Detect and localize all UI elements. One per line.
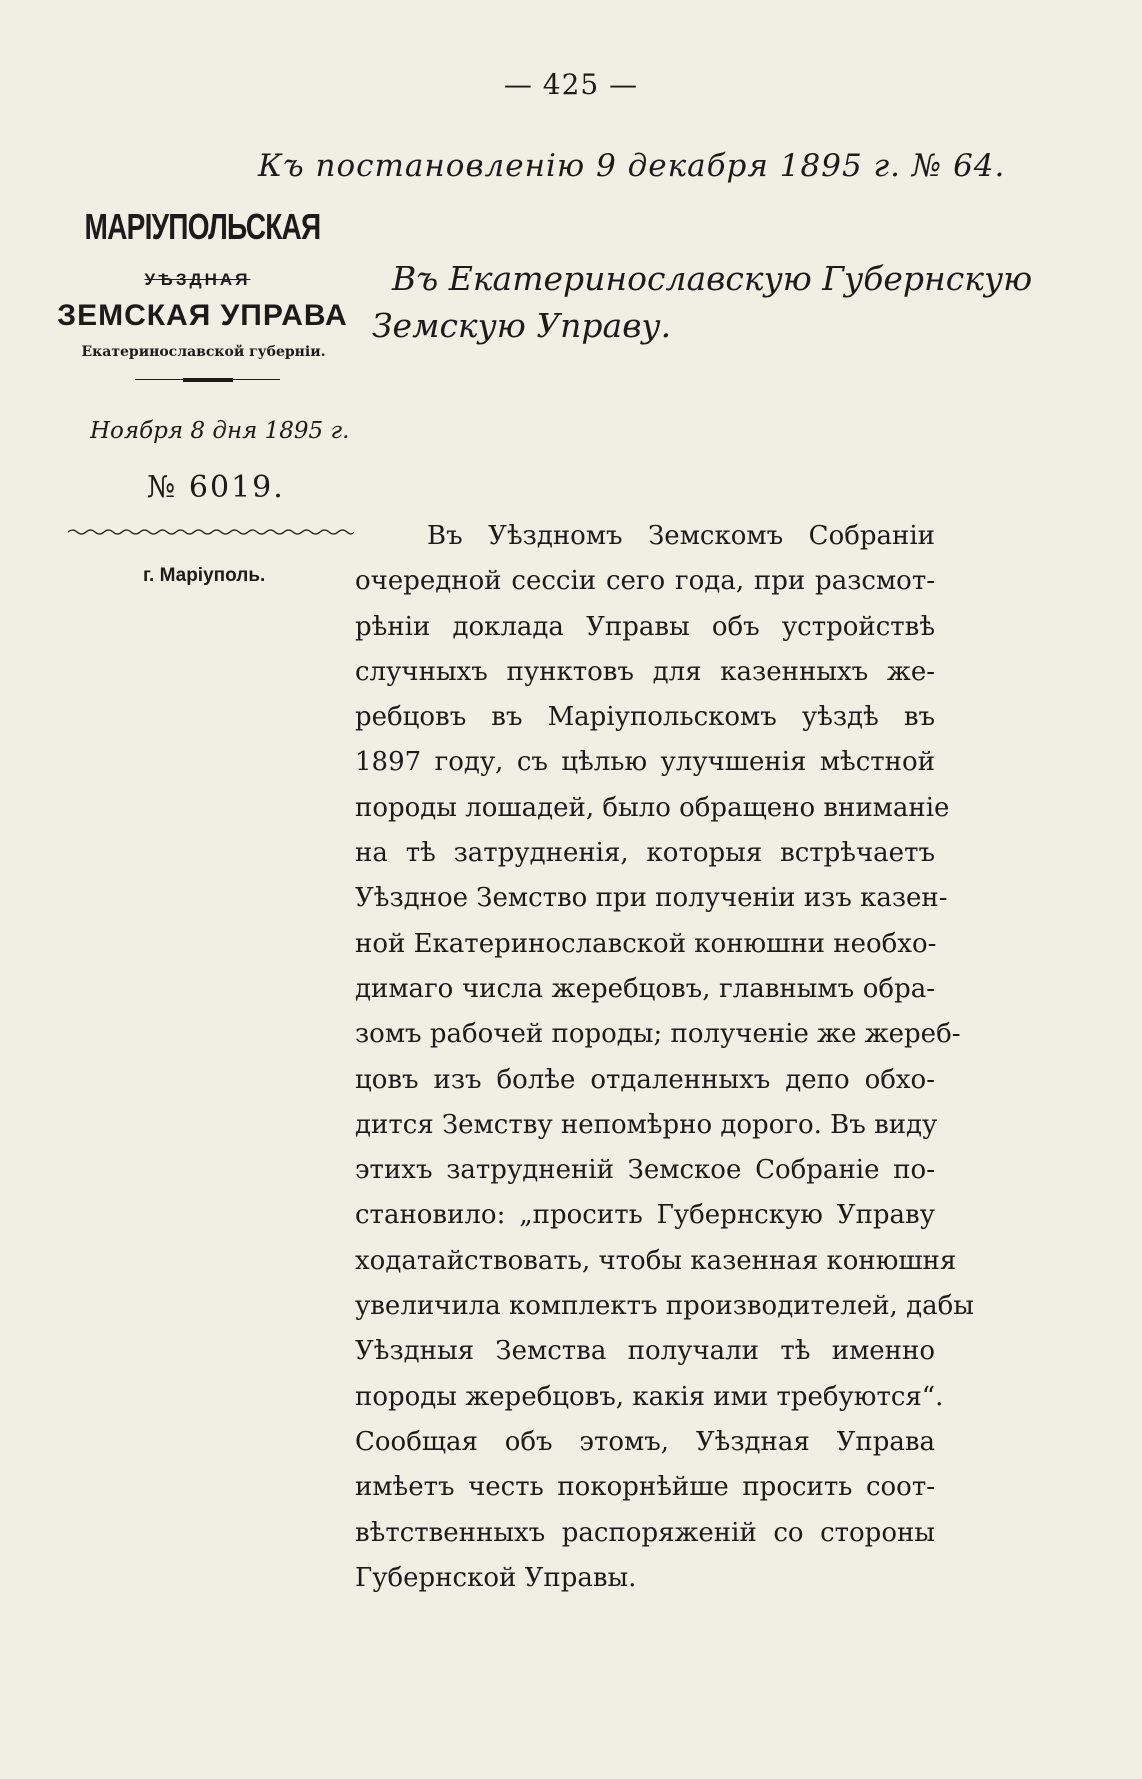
body-line: ходатайствовать, чтобы казенная конюшня bbox=[355, 1245, 957, 1276]
sender-org-district: УѢЗДНАЯ bbox=[144, 270, 251, 289]
body-line: породы лошадей, было обращено вниманіе bbox=[355, 792, 950, 823]
page-number: — 425 — bbox=[503, 68, 639, 101]
document-number: № 6019. bbox=[147, 470, 285, 505]
sender-date: Ноября 8 дня 1895 г. bbox=[90, 418, 350, 444]
body-line: цовъ изъ болѣе отдаленныхъ депо обхо- bbox=[355, 1064, 935, 1095]
addressee-line-1: Въ Екатеринославскую Губернскую bbox=[392, 259, 1033, 298]
body-line: рѣніи доклада Управы объ устройствѣ bbox=[355, 611, 935, 642]
reference-line: Къ постановленію 9 декабря 1895 г. № 64. bbox=[258, 148, 1006, 184]
addressee bbox=[372, 255, 1032, 349]
body-line: Уѣздныя Земства получали тѣ именно bbox=[355, 1336, 935, 1367]
sender-org-province: Екатеринославской губерніи. bbox=[81, 344, 326, 360]
ornament-divider bbox=[135, 377, 280, 383]
wavy-divider bbox=[68, 527, 354, 537]
body-line: ной Екатеринославской конюшни необхо- bbox=[355, 928, 937, 959]
body-line: димаго числа жеребцовъ, главнымъ обра- bbox=[355, 973, 935, 1004]
body-line: становило: „просить Губернскую Управу bbox=[355, 1200, 935, 1231]
body-line: увеличила комплектъ производителей, дабы bbox=[355, 1291, 974, 1322]
body-line: на тѣ затрудненія, которыя встрѣчаетъ bbox=[355, 838, 935, 869]
body-line: Губернской Управы. bbox=[355, 1562, 637, 1593]
body-line: 1897 году, съ цѣлью улучшенія мѣстной bbox=[355, 747, 935, 778]
body-line: имѣетъ честь покорнѣйше просить соот- bbox=[355, 1472, 935, 1503]
addressee-line-2: Земскую Управу. bbox=[372, 306, 672, 345]
sender-block bbox=[57, 205, 355, 383]
body-line: Сообщая объ этомъ, Уѣздная Управа bbox=[355, 1426, 935, 1457]
body-line: случныхъ пунктовъ для казенныхъ же- bbox=[355, 656, 935, 687]
body-line: вѣтственныхъ распоряженій со стороны bbox=[355, 1517, 935, 1548]
body-line: Въ Уѣздномъ Земскомъ Собраніи bbox=[427, 521, 935, 551]
sender-org-board: ЗЕМСКАЯ УПРАВА bbox=[57, 299, 348, 332]
body-line: породы жеребцовъ, какія ими требуются“. bbox=[355, 1381, 944, 1412]
body-line: ребцовъ въ Маріупольскомъ уѣздѣ въ bbox=[355, 702, 935, 733]
body-text bbox=[355, 514, 974, 1601]
sender-org-name: МАРІУПОЛЬСКАЯ bbox=[84, 206, 321, 247]
body-line: этихъ затрудненій Земское Собраніе по- bbox=[355, 1155, 935, 1186]
body-line: зомъ рабочей породы; полученіе же жереб- bbox=[355, 1019, 961, 1050]
body-line: очередной сессіи сего года, при разсмот- bbox=[355, 566, 935, 597]
city-line: г. Маріуполь. bbox=[143, 565, 266, 586]
body-line: Уѣздное Земство при полученіи изъ казен- bbox=[355, 883, 948, 914]
body-line: дится Земству непомѣрно дорого. Въ виду bbox=[355, 1109, 938, 1140]
